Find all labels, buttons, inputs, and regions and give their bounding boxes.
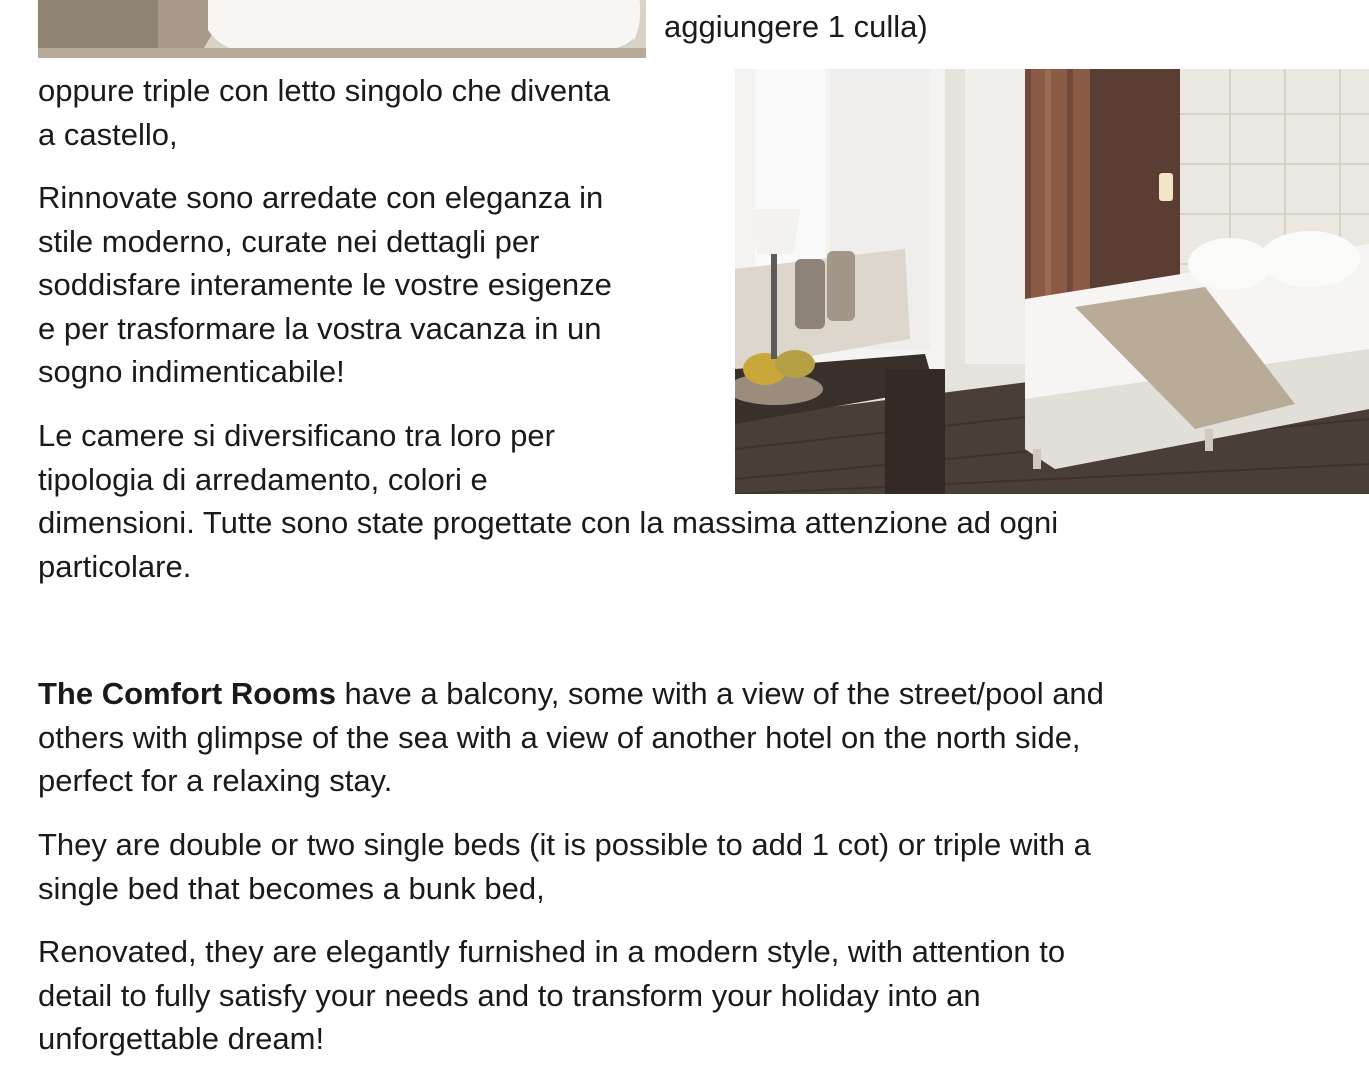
italian-paragraph-2-line-2: stile moderno, curate nei dettagli per bbox=[38, 223, 540, 259]
italian-paragraph-3-line-2: tipologia di arredamento, colori e bbox=[38, 461, 488, 497]
italian-paragraph-2-line-4: e per trasformare la vostra vacanza in un bbox=[38, 310, 602, 346]
italian-paragraph-1-line-1: oppure triple con letto singolo che diventa bbox=[38, 73, 611, 108]
english-paragraph-1-line-2: others with glimpse of the sea with a view of another hotel on the north side, bbox=[38, 719, 1081, 755]
english-paragraph-3-line-1: Renovated, they are elegantly furnished in a modern style, with attention to bbox=[38, 934, 1066, 969]
caption-partial: aggiungere 1 culla) bbox=[664, 9, 928, 44]
hotel-room-photo bbox=[735, 69, 1369, 494]
italian-paragraph-3-line-4: particolare. bbox=[38, 548, 192, 584]
italian-paragraph-2-line-3: soddisfare interamente le vostre esigenze bbox=[38, 267, 612, 302]
italian-paragraph-3-line-1: Le camere si diversificano tra loro per bbox=[38, 418, 555, 453]
italian-paragraph-1-line-2: a castello, bbox=[38, 116, 178, 152]
italian-paragraph-3-line-3: dimensioni. Tutte sono state progettate con la massima attenzione ad ogni bbox=[38, 505, 1059, 540]
hotel-room-photo-icon bbox=[735, 69, 1369, 494]
bathroom-photo-icon bbox=[38, 0, 646, 58]
italian-paragraph-2-line-5: sogno indimenticabile! bbox=[38, 354, 345, 389]
english-paragraph-1-line-3: perfect for a relaxing stay. bbox=[38, 763, 393, 798]
english-paragraph-1-line-1 bbox=[38, 672, 1104, 716]
italian-paragraph-2-line-1: Rinnovate sono arredate con eleganza in bbox=[38, 180, 604, 215]
english-paragraph-2-line-1: They are double or two single beds (it is possible to add 1 cot) or triple with a bbox=[38, 827, 1091, 862]
comfort-rooms-heading: The Comfort Rooms bbox=[38, 676, 336, 711]
english-paragraph-1-line-1-text: have a balcony, some with a view of the street/pool and bbox=[335, 676, 1104, 711]
english-paragraph-3-line-2: detail to fully satisfy your needs and to transform your holiday into an bbox=[38, 977, 981, 1013]
bathroom-photo bbox=[38, 0, 646, 58]
english-paragraph-3-line-3: unforgettable dream! bbox=[38, 1021, 325, 1056]
english-paragraph-2-line-2: single bed that becomes a bunk bed, bbox=[38, 870, 545, 906]
